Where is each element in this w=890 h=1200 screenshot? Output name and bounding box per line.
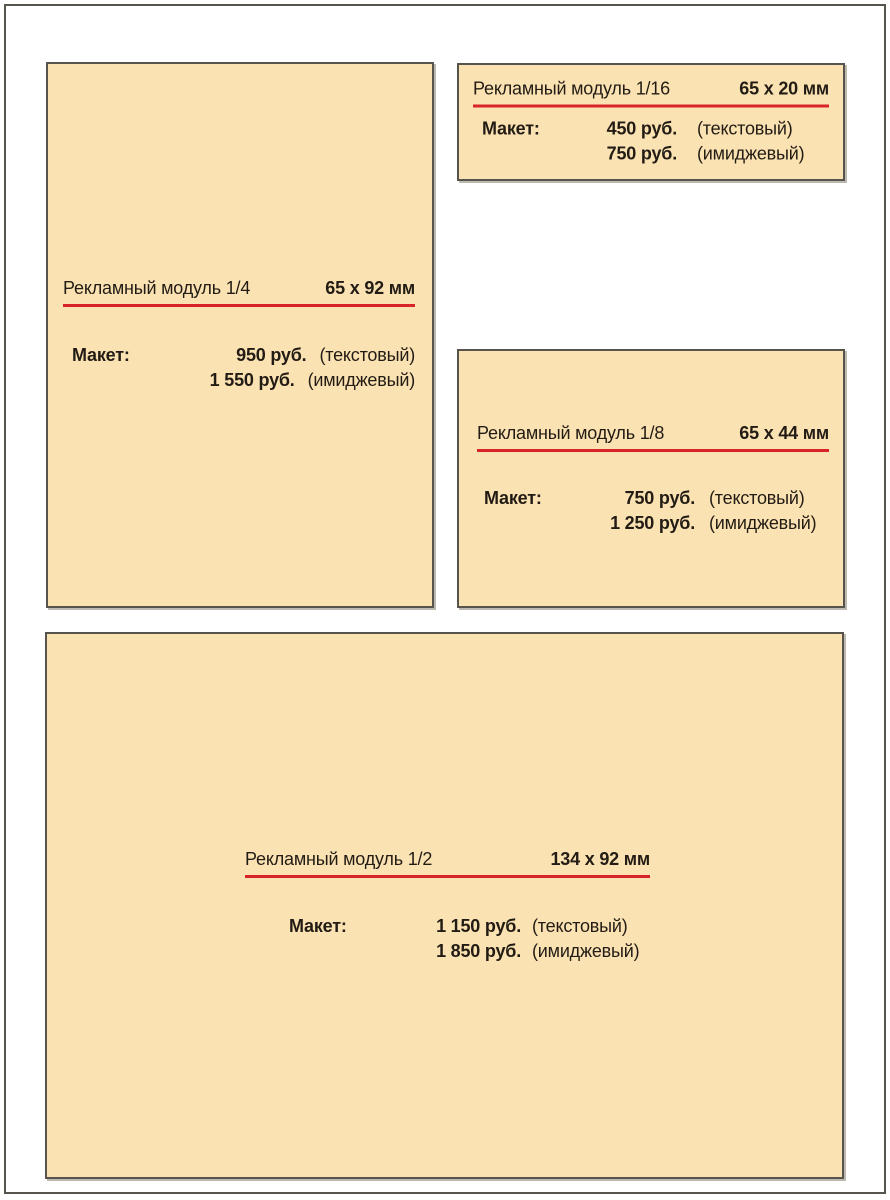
price-type: (текстовый) <box>319 345 415 365</box>
price-value: 1 550 руб. <box>209 370 295 390</box>
price-row <box>484 511 829 536</box>
price-type: (имиджевый) <box>532 940 640 961</box>
module-title: Рекламный модуль 1/4 <box>63 278 251 298</box>
price-type: (имиджевый) <box>697 143 805 164</box>
price-table <box>473 117 829 167</box>
price-value: 750 руб. <box>606 143 677 164</box>
module-box-quarter <box>46 62 434 608</box>
price-row <box>482 117 829 142</box>
price-value: 750 руб. <box>624 487 695 508</box>
price-value: 1 850 руб. <box>436 940 521 961</box>
price-table <box>477 486 829 536</box>
module-size: 65 x 44 мм <box>739 422 829 443</box>
module-title: Рекламный модуль 1/2 <box>245 848 433 869</box>
module-size: 65 x 92 мм <box>325 278 415 298</box>
module-content <box>245 848 650 964</box>
title-underline <box>245 875 650 878</box>
module-content <box>63 277 415 393</box>
price-value: 1 250 руб. <box>610 512 695 533</box>
price-row <box>289 914 650 939</box>
price-type: (имиджевый) <box>709 512 817 533</box>
price-row <box>289 939 650 964</box>
title-underline <box>63 304 415 307</box>
module-content <box>473 78 829 167</box>
price-row <box>484 486 829 511</box>
price-type: (текстовый) <box>709 487 805 508</box>
module-title: Рекламный модуль 1/16 <box>473 78 670 99</box>
module-box-sixteenth <box>457 63 845 181</box>
price-row <box>482 142 829 167</box>
price-value: 1 150 руб. <box>436 915 521 936</box>
price-label: Макет: <box>482 118 540 139</box>
module-title-row <box>63 277 415 299</box>
price-label: Макет: <box>484 487 542 508</box>
module-size: 134 x 92 мм <box>550 848 650 869</box>
price-table <box>63 343 415 393</box>
price-type: (имиджевый) <box>307 370 415 390</box>
title-underline <box>473 105 829 108</box>
module-title-row <box>473 78 829 100</box>
price-value: 450 руб. <box>606 118 677 139</box>
module-box-eighth <box>457 349 845 608</box>
module-size: 65 x 20 мм <box>739 78 829 99</box>
module-content <box>477 422 829 536</box>
price-label: Макет: <box>72 345 130 365</box>
price-row <box>72 368 415 393</box>
module-box-half <box>45 632 844 1179</box>
module-title-row <box>477 422 829 444</box>
price-table <box>245 914 650 964</box>
price-label: Макет: <box>289 915 347 936</box>
module-title-row <box>245 848 650 870</box>
price-type: (текстовый) <box>697 118 793 139</box>
price-value: 950 руб. <box>236 345 307 365</box>
title-underline <box>477 449 829 452</box>
price-type: (текстовый) <box>532 915 628 936</box>
price-row <box>72 343 415 368</box>
module-title: Рекламный модуль 1/8 <box>477 422 665 443</box>
